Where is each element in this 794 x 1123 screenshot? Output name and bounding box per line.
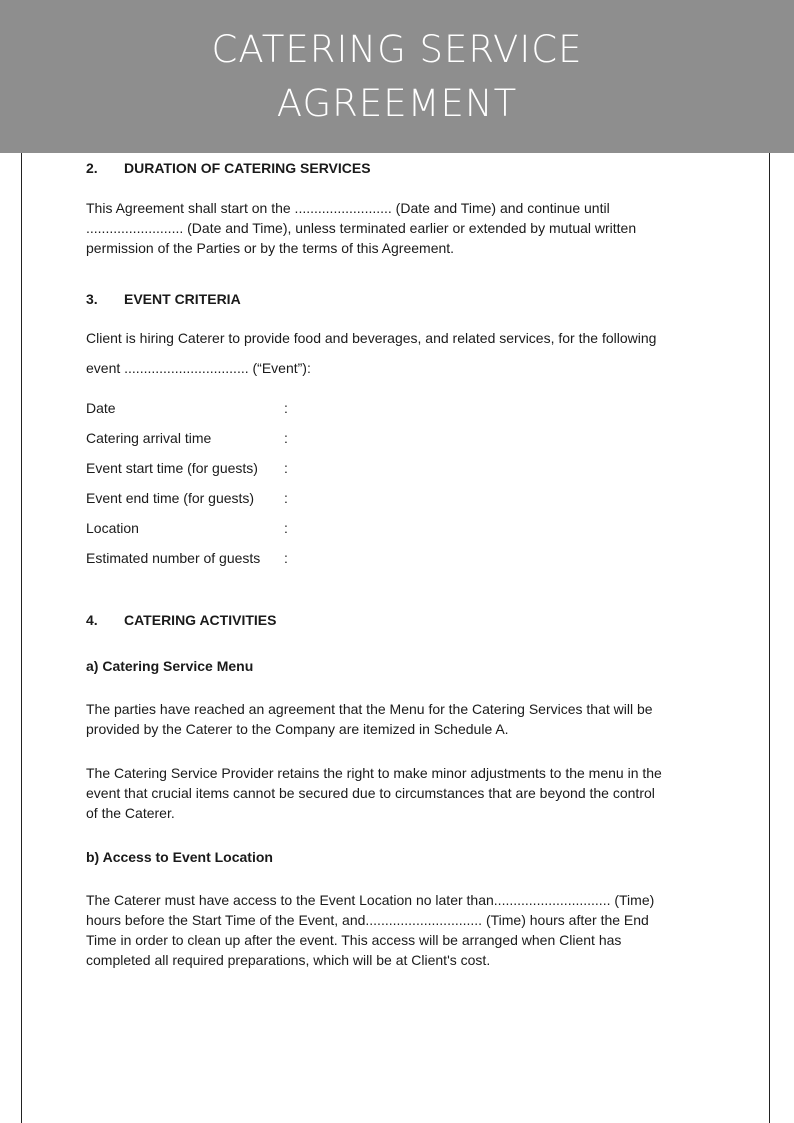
event-field-label: Event end time (for guests): [86, 490, 255, 506]
event-field-label: Date: [86, 400, 116, 416]
subsection-b-line-4: completed all required preparations, which will be at Client's cost.: [86, 952, 491, 968]
section-3-heading: [86, 289, 708, 309]
event-field-colon: :: [284, 520, 288, 536]
title-banner: [0, 0, 794, 153]
event-field-end-time: [86, 488, 708, 508]
section-3-number: 3.: [86, 291, 98, 307]
subsection-b-line-3: Time in order to clean up after the event. This access will be arranged when Client has: [86, 932, 622, 948]
section-4-number: 4.: [86, 612, 98, 628]
section-3-line-2: event ................................ (“Event”):: [86, 360, 311, 376]
event-field-label: Catering arrival time: [86, 430, 212, 446]
subsection-b-line-1: The Caterer must have access to the Event Location no later than.............................. (Time): [86, 892, 655, 908]
subsection-a-p2-line-2: event that crucial items cannot be secured due to circumstances that are beyond the control: [86, 785, 655, 801]
event-field-colon: :: [284, 460, 288, 476]
event-field-label: Estimated number of guests: [86, 550, 261, 566]
section-4-heading: [86, 610, 708, 630]
document-body: [86, 158, 708, 970]
subsection-a-paragraph-2: [86, 763, 708, 823]
page-right-border: [769, 153, 770, 1123]
subsection-b-heading: b) Access to Event Location: [86, 849, 273, 865]
section-3-title: EVENT CRITERIA: [124, 291, 241, 307]
event-field-date: [86, 398, 708, 418]
section-2-line-2: ......................... (Date and Time), unless terminated earlier or extended by mutual written: [86, 220, 637, 236]
event-field-colon: :: [284, 550, 288, 566]
subsection-a-p2-line-1: The Catering Service Provider retains the right to make minor adjustments to the menu in the: [86, 765, 662, 781]
event-field-guest-count: [86, 548, 708, 568]
section-3-line-1: Client is hiring Caterer to provide food and beverages, and related services, for the following: [86, 330, 657, 346]
banner-title-line-2: AGREEMENT: [276, 81, 518, 125]
section-2-paragraph: [86, 198, 708, 258]
event-field-label: Event start time (for guests): [86, 460, 258, 476]
section-2-line-1: This Agreement shall start on the ......................... (Date and Time) and continue until: [86, 200, 610, 216]
subsection-b-paragraph: [86, 890, 708, 970]
section-3-paragraph: [86, 328, 708, 378]
event-details-list: [86, 398, 708, 568]
section-4-title: CATERING ACTIVITIES: [124, 612, 277, 628]
event-field-start-time: [86, 458, 708, 478]
subsection-a-paragraph-1: [86, 699, 708, 739]
event-field-catering-arrival: [86, 428, 708, 448]
section-2-title: DURATION OF CATERING SERVICES: [124, 160, 371, 176]
event-field-colon: :: [284, 400, 288, 416]
page-left-border: [21, 153, 22, 1123]
event-field-label: Location: [86, 520, 139, 536]
section-2-heading: [86, 158, 708, 178]
section-2-line-3: permission of the Parties or by the terms of this Agreement.: [86, 240, 455, 256]
subsection-a-p1-line-1: The parties have reached an agreement that the Menu for the Catering Services that will be: [86, 701, 653, 717]
banner-title-line-1: CATERING SERVICE: [211, 27, 583, 71]
event-field-location: [86, 518, 708, 538]
subsection-a-p1-line-2: provided by the Caterer to the Company are itemized in Schedule A.: [86, 721, 509, 737]
event-field-colon: :: [284, 430, 288, 446]
subsection-a-p2-line-3: of the Caterer.: [86, 805, 175, 821]
subsection-a-heading: a) Catering Service Menu: [86, 658, 254, 674]
subsection-b-line-2: hours before the Start Time of the Event, and.............................. (Time) hours after the End: [86, 912, 649, 928]
section-2-number: 2.: [86, 160, 98, 176]
event-field-colon: :: [284, 490, 288, 506]
